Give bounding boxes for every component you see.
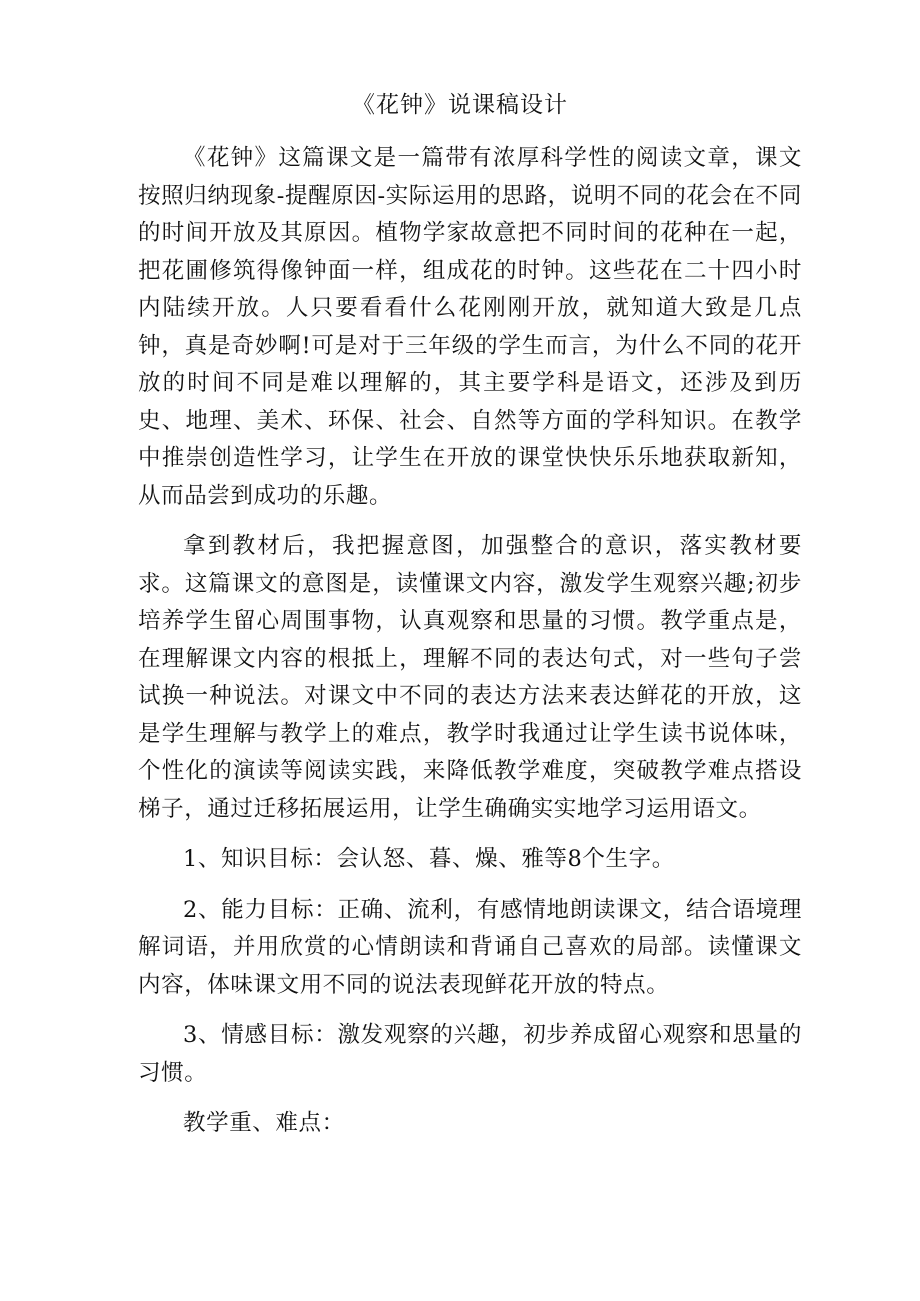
document-body bbox=[138, 140, 802, 1156]
objective-emotion: 3、情感目标：激发观察的兴趣，初步养成留心观察和思量的习惯。 bbox=[138, 1022, 802, 1086]
paragraph-intent: 拿到教材后，我把握意图，加强整合的意识，落实教材要求。这篇课文的意图是，读懂课文内容，激发学生观察兴趣;初步培养学生留心周围事物，认真观察和思量的习惯。教学重点是，在理解课文内容的根抵上，理解不同的表达句式，对一些句子尝试换一种说法。对课文中不同的表达方法来表达鲜花的开放，这是学生理解与教学上的难点，教学时我通过让学生读书说体味，个性化的演读等阅读实践，来降低教学难度，突破教学难点搭设梯子，通过迁移拓展运用，让学生确确实实地学习运用语文。 bbox=[138, 533, 802, 822]
section-heading-key-points: 教学重、难点： bbox=[183, 1110, 345, 1136]
objective-knowledge: 1、知识目标：会认怒、暮、燥、雅等8个生字。 bbox=[183, 846, 675, 872]
paragraph-intro: 《花钟》这篇课文是一篇带有浓厚科学性的阅读文章，课文按照归纳现象-提醒原因-实际运用的思路，说明不同的花会在不同的时间开放及其原因。植物学家故意把不同时间的花种在一起，把花圃修筑得像钟面一样，组成花的时钟。这些花在二十四小时内陆续开放。人只要看看什么花刚刚开放，就知道大致是几点钟，真是奇妙啊!可是对于三年级的学生而言，为什么不同的花开放的时间不同是难以理解的，其主要学科是语文，还涉及到历史、地理、美术、环保、社会、自然等方面的学科知识。在教学中推崇创造性学习，让学生在开放的课堂快快乐乐地获取新知，从而品尝到成功的乐趣。 bbox=[138, 145, 802, 509]
document-title: 《花钟》说课稿设计 bbox=[352, 92, 568, 118]
objective-ability: 2、能力目标：正确、流利，有感情地朗读课文，结合语境理解词语，并用欣赏的心情朗读和背诵自己喜欢的局部。读懂课文内容，体味课文用不同的说法表现鲜花开放的特点。 bbox=[138, 896, 802, 998]
